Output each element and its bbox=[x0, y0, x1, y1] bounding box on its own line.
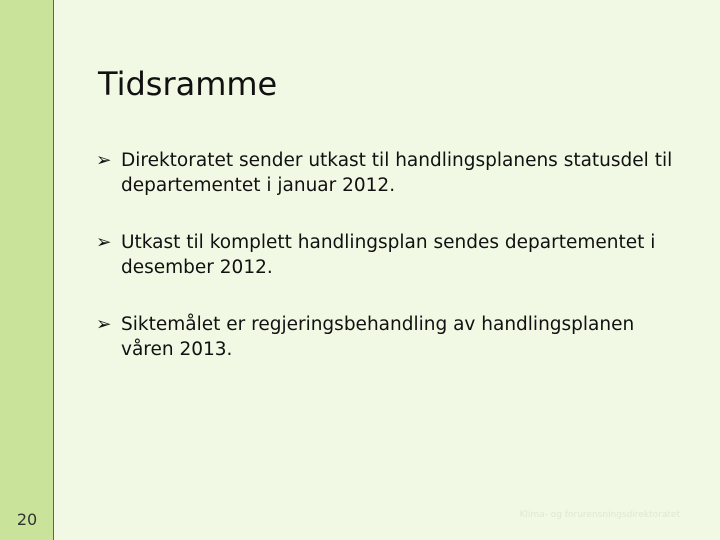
slide-title: Tidsramme bbox=[98, 65, 278, 103]
bullet-text: Utkast til komplett handlingsplan sendes departementet i desember 2012. bbox=[121, 232, 656, 278]
page-number: 20 bbox=[16, 510, 38, 529]
bullet-list bbox=[96, 148, 676, 394]
bullet-item bbox=[96, 148, 676, 198]
bullet-text: Siktemålet er regjeringsbehandling av handlingsplanen våren 2013. bbox=[121, 314, 635, 360]
bullet-text: Direktoratet sender utkast til handlingsplanens statusdel til departementet i januar 2012. bbox=[121, 150, 673, 196]
bullet-item bbox=[96, 312, 676, 362]
left-sidebar bbox=[0, 0, 54, 540]
bullet-item bbox=[96, 230, 676, 280]
arrowhead-bullet-icon: ➢ bbox=[96, 232, 112, 253]
arrowhead-bullet-icon: ➢ bbox=[96, 150, 112, 171]
footer-watermark: Klima- og forurensningsdirektoratet bbox=[519, 510, 680, 520]
arrowhead-bullet-icon: ➢ bbox=[96, 314, 112, 335]
